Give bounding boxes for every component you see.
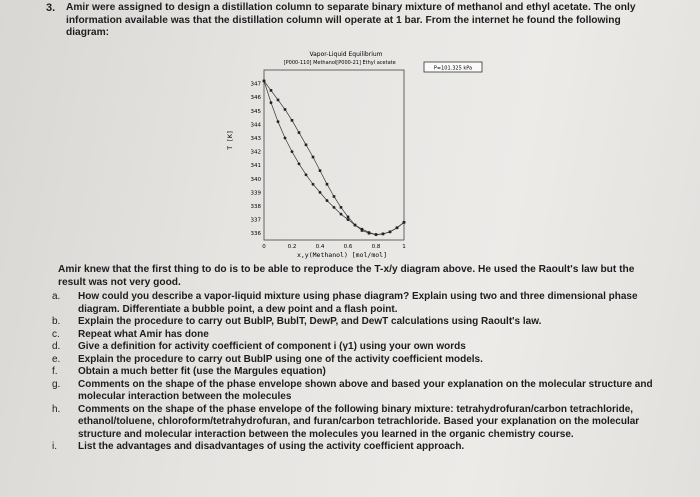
dew-point [389,231,392,234]
plot-area [264,70,404,240]
dew-point [354,224,357,227]
y-tick-label: 343 [250,136,261,142]
bubble-point [333,206,336,209]
vle-chart-svg [206,48,496,259]
bubble-point [347,218,350,221]
dew-point [347,216,350,219]
y-tick-label: 336 [250,231,261,238]
item-label: c. [52,328,60,340]
question-item-b [52,316,667,329]
item-text: Comments on the shape of the phase envelope of the following binary mixture: tetrahydrofuran/carbon tetrachloride, ethanol/toluene, chloroform/tetrahydrofuran, and furan/carbon tetrachloride. Based your explanation on the molecular structure and molecular interaction between the molecules you learned in the organic chemistry course. [78,403,640,440]
bubble-point [319,191,322,194]
question-list [52,291,667,454]
x-tick-label: 0.6 [343,244,353,250]
bubble-curve-line [264,81,404,235]
y-tick-label: 339 [250,190,261,197]
item-text: How could you describe a vapor-liquid mixture using phase diagram? Explain using two and three dimensional phase diagram. Differentiate a bubble point, a dew point and a flash point. [78,291,638,315]
question-item-h [52,404,667,442]
item-text: List the advantages and disadvantages of using the activity coefficient approach. [78,441,465,452]
item-label: e. [52,353,61,365]
x-tick-label: 0.8 [371,244,381,250]
dew-point [277,99,280,102]
y-tick-label: 338 [250,204,261,210]
dew-point [403,221,406,224]
y-tick-label: 345 [250,108,261,115]
dew-point [284,108,287,111]
item-text: Explain the procedure to carry out BublP, BublT, DewP, and DewT calculations using Raoult's law. [78,316,542,327]
question-intro: Amir were assigned to design a distillation column to separate binary mixture of methanol and ethyl acetate. The only information available was that the distillation column will operate at 1 bar. From the internet he found the following diagram: [66,2,636,38]
bubble-point [291,150,294,153]
bubble-point [298,162,301,165]
dew-point [361,229,364,232]
item-label: g. [52,378,61,390]
legend-methanol: [P000-110] Methanol [283,60,337,66]
question-number: 3. [46,2,56,14]
question-item-g [52,379,667,404]
question-item-c [52,329,667,342]
dew-point [368,232,371,235]
x-axis-label: x,y(Methanol) [mol/mol] [296,251,388,259]
vle-chart [206,48,496,259]
bubble-point [277,120,280,123]
item-label: i. [52,441,57,452]
dew-point [375,233,378,236]
y-tick-label: 341 [250,163,261,170]
bubble-point [312,183,315,186]
legend-ethyl-acetate: [P000-21] Ethyl acetate [336,60,396,66]
dew-point [319,169,322,172]
item-text: Comments on the shape of the phase envelope shown above and based your explanation on the molecular structure and molecular interaction between the molecules [78,378,653,402]
item-label: h. [52,403,61,415]
question-item-d [52,341,667,354]
dew-point [382,233,385,236]
item-text: Explain the procedure to carry out BublP using one of the activity coefficient models. [78,353,483,365]
item-label: f. [52,366,58,377]
dew-point [263,80,266,83]
y-tick-label: 337 [250,217,261,224]
bubble-point [270,101,273,104]
bubble-point [305,173,308,176]
y-tick-label: 344 [250,122,261,129]
question-item-e [52,354,667,367]
bubble-point [340,213,343,216]
dew-point [326,183,329,186]
x-tick-label: 0.2 [287,244,297,250]
x-tick-label: 1 [402,244,406,250]
y-tick-label: 347 [250,81,261,88]
dew-point [291,119,294,122]
x-tick-label: 0 [262,244,266,250]
item-label: b. [52,316,61,327]
question-item-f [52,366,667,379]
item-label: a. [52,291,61,302]
dew-point [270,89,273,92]
dew-curve-line [264,81,404,235]
x-tick-label: 0.4 [315,244,325,250]
y-tick-label: 346 [250,95,261,102]
dew-point [305,144,308,147]
dew-point [333,195,336,198]
bubble-point [284,137,287,140]
item-text: Obtain a much better fit (use the Margules equation) [78,366,326,377]
problem-paragraph: Amir knew that the first thing to do is to be able to reproduce the T-x/y diagram above. He used the Raoult's law but the result was not very good. [58,264,635,288]
item-label: d. [52,341,61,352]
y-tick-label: 340 [250,176,261,183]
dew-point [312,156,315,159]
bubble-point [326,199,329,202]
y-axis-label: T [K] [226,130,234,150]
dew-point [396,226,399,229]
y-tick-label: 342 [250,149,261,156]
item-text: Give a definition for activity coefficient of component i (γ1) using your own words [78,341,466,352]
question-item-a [52,291,667,316]
question-item-i [52,441,667,454]
pressure-label: P=101.325 kPa [433,65,473,72]
item-text: Repeat what Amir has done [78,328,209,340]
dew-point [340,206,343,209]
dew-point [298,131,301,134]
chart-title: Vapor-Liquid Equilibrium [309,51,383,58]
